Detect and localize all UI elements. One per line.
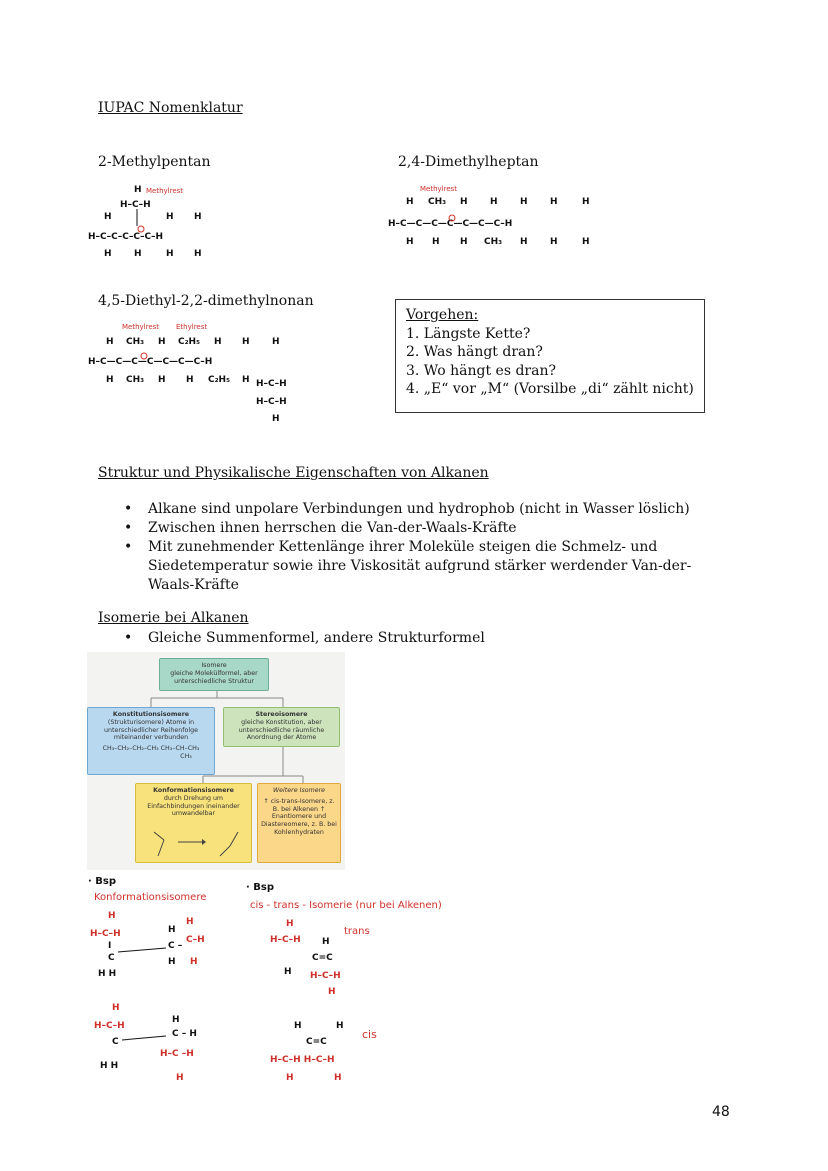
annot-ethylrest: Ethylrest [176, 323, 208, 331]
procedure-step: 3. Wo hängt es dran? [406, 362, 556, 379]
svg-text:H: H [242, 375, 250, 385]
list-item: • Mit zunehmender Kettenlänge ihrer Moleküle steigen die Schmelz- und Siedetemperatur sowie ihre Viskosität aufgrund stärker werdender Van-der-Waals-Kräfte [124, 538, 734, 595]
svg-text:H: H [460, 237, 468, 247]
isomer-diagram [87, 652, 345, 870]
svg-text:H: H [550, 237, 558, 247]
cis-trans-structures [266, 914, 396, 1084]
box-isomere [159, 658, 269, 691]
svg-text:H: H [186, 375, 194, 385]
svg-text:H: H [108, 911, 116, 921]
svg-text:CH₃: CH₃ [126, 337, 145, 347]
box-konstitution-formula-2: CH₃ [180, 752, 192, 760]
svg-text:H–C–H H–C–H: H–C–H H–C–H [270, 1055, 335, 1065]
svg-text:H: H [406, 237, 414, 247]
svg-text:C₂H₅: C₂H₅ [208, 375, 231, 385]
svg-text:CH₃: CH₃ [484, 237, 503, 247]
svg-text:C=C: C=C [312, 953, 333, 963]
svg-text:C – H: C – H [172, 1029, 197, 1039]
box-isomere-title: Isomere [201, 662, 227, 669]
svg-text:C: C [112, 1037, 119, 1047]
svg-text:H: H [550, 197, 558, 207]
svg-text:H: H [490, 197, 498, 207]
box-stereo-title: Stereoisomere [255, 711, 308, 718]
svg-text:H: H [134, 185, 142, 195]
svg-text:H–C–H: H–C–H [256, 379, 287, 389]
svg-text:H–C–H: H–C–H [94, 1021, 125, 1031]
svg-text:H: H [242, 337, 250, 347]
procedure-step: 2. Was hängt dran? [406, 344, 543, 360]
svg-text:H: H [294, 1021, 302, 1031]
svg-text:H: H [520, 197, 528, 207]
svg-text:H–C—C—C—C—C—C—C–H: H–C—C—C—C—C—C—C–H [88, 357, 213, 367]
conformation-sketch [140, 818, 248, 866]
svg-text:H H: H H [98, 969, 117, 979]
box-konstitution-formula: CH₃–CH₂–CH₂–CH₃ CH₃–CH–CH₃ [102, 745, 200, 753]
molecule-name-2: 2,4-Dimethylheptan [398, 154, 539, 170]
svg-text:H: H [166, 249, 174, 259]
svg-text:H–C–H: H–C–H [256, 397, 287, 407]
svg-text:C₂H₅: C₂H₅ [178, 337, 201, 347]
structure-4-5-diethyl-2-2-dimethylnonan [86, 320, 316, 426]
svg-text:C: C [108, 953, 115, 963]
svg-text:C –: C – [168, 941, 183, 951]
list-item: • Zwischen ihnen herrschen die Van-der-Waals-Kräfte [124, 519, 734, 538]
molecule-name-1: 2-Methylpentan [98, 154, 211, 170]
konformation-structures [86, 908, 236, 1088]
konformation-label: Konformationsisomere [94, 892, 207, 903]
box-konstitution-title: Konstitutionsisomere [112, 711, 190, 718]
svg-text:H: H [106, 337, 114, 347]
molecule-name-3: 4,5-Diethyl-2,2-dimethylnonan [98, 293, 314, 309]
isomerie-list [124, 629, 624, 648]
svg-text:H: H [460, 197, 468, 207]
procedure-step: 4. „E“ vor „M“ (Vorsilbe „di“ zählt nicht) [406, 381, 694, 397]
svg-text:H: H [194, 212, 202, 222]
box-konformation [135, 783, 252, 863]
box-stereo [223, 707, 340, 747]
svg-text:H: H [166, 212, 174, 222]
annot-methylrest-2: Methylrest [420, 185, 458, 193]
svg-text:I: I [108, 941, 112, 951]
svg-text:CH₃: CH₃ [126, 375, 145, 385]
properties-list [124, 500, 734, 595]
svg-text:H: H [432, 237, 440, 247]
svg-text:H: H [172, 1015, 180, 1025]
svg-text:H–C–H: H–C–H [310, 971, 341, 981]
box-konstitution [87, 707, 215, 775]
box-konformation-title: Konformationsisomere [153, 787, 234, 794]
box-weitere-text: ↑ cis-trans-Isomere, z. B. bei Alkenen ↑ Enantiomere und Diastereomere, z. B. bei Kohlenhydraten [261, 797, 337, 836]
bsp-label-1: · Bsp [88, 876, 117, 887]
svg-text:H–C—C—C—C—C—C—C–H: H–C—C—C—C—C—C—C–H [388, 219, 513, 229]
svg-text:H: H [272, 337, 280, 347]
section-title-isomerie: Isomerie bei Alkanen [98, 610, 249, 626]
svg-text:H–C–H: H–C–H [270, 935, 301, 945]
list-item: • Gleiche Summenformel, andere Strukturformel [124, 629, 624, 648]
svg-text:H–C –H: H–C –H [160, 1049, 194, 1059]
box-konformation-text: durch Drehung um Einfachbindungen ineinander umwandelbar [147, 794, 240, 818]
svg-text:H: H [328, 987, 336, 997]
section-title-iupac: IUPAC Nomenklatur [98, 100, 243, 116]
svg-text:H–C–C–C–C–C–H: H–C–C–C–C–C–H [88, 232, 164, 242]
box-weitere-title: Weitere Isomere [272, 787, 326, 794]
svg-text:H: H [186, 917, 194, 927]
structure-2-4-dimethylheptan [386, 182, 616, 252]
box-weitere [257, 783, 341, 863]
svg-text:H: H [272, 414, 280, 424]
svg-text:H: H [286, 1073, 294, 1083]
box-isomere-text: gleiche Molekülformel, aber unterschiedliche Struktur [170, 669, 258, 685]
svg-text:H: H [104, 212, 112, 222]
svg-text:H: H [582, 237, 590, 247]
svg-text:H: H [134, 249, 142, 259]
box-stereo-text: gleiche Konstitution, aber unterschiedliche räumliche Anordnung der Atome [238, 718, 325, 742]
annot-methylrest-3: Methylrest [122, 323, 160, 331]
svg-text:H: H [284, 967, 292, 977]
svg-text:H: H [106, 375, 114, 385]
structure-2-methylpentan [86, 182, 226, 262]
svg-text:H: H [112, 1003, 120, 1013]
annot-methylrest-1: Methylrest [146, 187, 184, 195]
svg-text:H: H [336, 1021, 344, 1031]
svg-text:H: H [286, 919, 294, 929]
svg-text:H–C–H: H–C–H [120, 200, 151, 210]
svg-text:C–H: C–H [186, 935, 205, 945]
procedure-title: Vorgehen: [406, 307, 479, 323]
list-item: • Alkane sind unpolare Verbindungen und hydrophob (nicht in Wasser löslich) [124, 500, 734, 519]
svg-text:CH₃: CH₃ [428, 197, 447, 207]
cis-trans-label: cis - trans - Isomerie (nur bei Alkenen) [250, 900, 442, 911]
svg-text:H: H [104, 249, 112, 259]
box-konstitution-text: (Strukturisomere) Atome in unterschiedlicher Reihenfolge miteinander verbunden [104, 718, 198, 742]
svg-text:H: H [176, 1073, 184, 1083]
svg-text:H: H [168, 957, 176, 967]
cis-label: cis [362, 1028, 377, 1041]
svg-text:H: H [190, 957, 198, 967]
svg-text:H–C–H: H–C–H [90, 929, 121, 939]
svg-text:H: H [334, 1073, 342, 1083]
svg-text:H: H [582, 197, 590, 207]
svg-text:H: H [520, 237, 528, 247]
svg-text:C=C: C=C [306, 1037, 327, 1047]
svg-text:H: H [168, 925, 176, 935]
trans-label: trans [344, 926, 370, 937]
svg-text:H: H [158, 337, 166, 347]
bsp-label-2: · Bsp [246, 882, 275, 893]
svg-text:H: H [194, 249, 202, 259]
procedure-step: 1. Längste Kette? [406, 325, 531, 342]
svg-text:H: H [214, 337, 222, 347]
procedure-box [395, 299, 705, 413]
svg-text:H: H [322, 937, 330, 947]
svg-text:H: H [158, 375, 166, 385]
page-number: 48 [712, 1104, 730, 1120]
svg-text:H: H [406, 197, 414, 207]
section-title-struktur: Struktur und Physikalische Eigenschaften von Alkanen [98, 465, 489, 481]
svg-text:H H: H H [100, 1061, 119, 1071]
